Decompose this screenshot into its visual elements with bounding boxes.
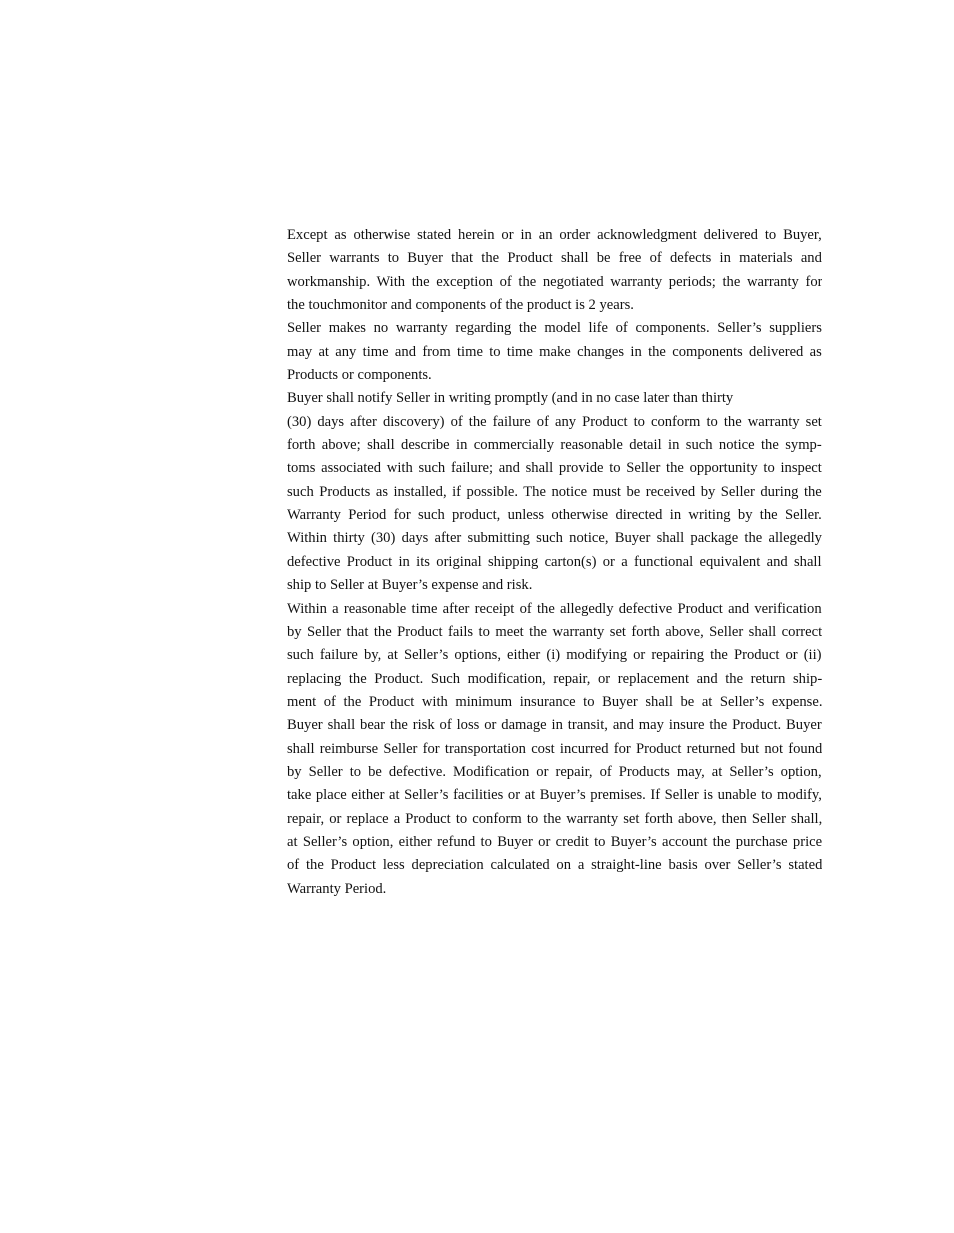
text-line: workmanship. With the exception of the negotiated warranty periods; the warranty for — [287, 273, 822, 290]
text-line: Warranty Period for such product, unless otherwise directed in writing by the Seller. — [287, 507, 822, 524]
text-line: by Seller that the Product fails to meet the warranty set forth above, Seller shall correct — [287, 623, 822, 640]
text-line: replacing the Product. Such modification, repair, or replacement and the return ship- — [287, 670, 822, 687]
text-line: take place either at Seller’s facilities or at Buyer’s premises. If Seller is unable to modify, — [287, 787, 822, 804]
text-line: Seller makes no warranty regarding the model life of components. Seller’s suppliers — [287, 320, 822, 337]
warranty-text-block — [287, 224, 822, 901]
text-line: by Seller to be defective. Modification or repair, of Products may, at Seller’s option, — [287, 763, 822, 780]
text-line: Seller warrants to Buyer that the Product shall be free of defects in materials and — [287, 250, 822, 267]
text-line: Warranty Period. — [287, 880, 387, 897]
text-line: (30) days after discovery) of the failure of any Product to conform to the warranty set — [287, 413, 822, 430]
text-line: Within thirty (30) days after submitting such notice, Buyer shall package the allegedly — [287, 530, 822, 547]
text-line: at Seller’s option, either refund to Buyer or credit to Buyer’s account the purchase price — [287, 833, 822, 850]
text-line: Within a reasonable time after receipt of the allegedly defective Product and verification — [287, 600, 822, 617]
text-line: toms associated with such failure; and shall provide to Seller the opportunity to inspect — [287, 460, 822, 477]
text-line: ment of the Product with minimum insurance to Buyer shall be at Seller’s expense. — [287, 693, 822, 710]
text-line: defective Product in its original shipping carton(s) or a functional equivalent and shall — [287, 553, 822, 570]
text-line: Except as otherwise stated herein or in an order acknowledgment delivered to Buyer, — [287, 227, 822, 243]
text-line: such Products as installed, if possible. The notice must be received by Seller during the — [287, 483, 822, 500]
text-line: Buyer shall notify Seller in writing promptly (and in no case later than thirty — [287, 390, 734, 407]
text-line: ship to Seller at Buyer’s expense and risk. — [287, 577, 533, 594]
text-line: may at any time and from time to time make changes in the components delivered as — [287, 343, 822, 360]
text-line: the touchmonitor and components of the product is 2 years. — [287, 297, 634, 314]
text-line: such failure by, at Seller’s options, either (i) modifying or repairing the Product or (ii) — [287, 647, 822, 664]
text-line: Products or components. — [287, 367, 432, 384]
text-line: forth above; shall describe in commercially reasonable detail in such notice the symp- — [287, 437, 822, 454]
text-line: Buyer shall bear the risk of loss or damage in transit, and may insure the Product. Buyer — [287, 717, 822, 734]
text-line: of the Product less depreciation calculated on a straight-line basis over Seller’s stated — [287, 857, 822, 874]
text-line: repair, or replace a Product to conform to the warranty set forth above, then Seller shall, — [287, 810, 822, 827]
text-line: shall reimburse Seller for transportation cost incurred for Product returned but not found — [287, 740, 822, 757]
